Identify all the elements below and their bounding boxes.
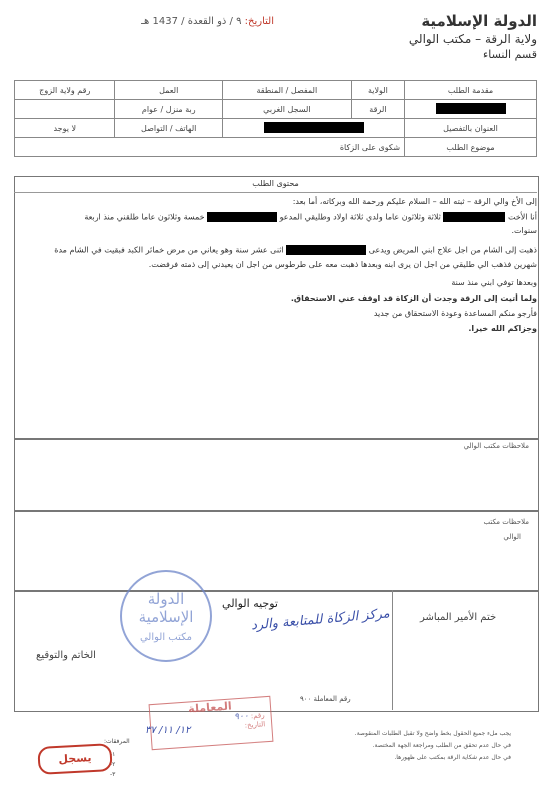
attachment-1: -١ [110, 751, 116, 758]
line1-start: أنا الأخت [507, 212, 537, 222]
seal-text: الدولة الإسلامية [138, 590, 194, 626]
office-remarks-label: ملاحظات مكتب [483, 518, 529, 526]
line2-end: اثنى عشر سنة وهو يعاني من مرض خمائر الكبد فبقيت في الشام مدة [54, 245, 284, 255]
body-line-1 [84, 212, 537, 222]
footnote-2: في حال عدم تحقق من الطلب ومراجعة الجهة المختصة. [372, 742, 511, 749]
body-line-5: فأرجو منكم المساعدة وعودة الاستحقاق من جديد [373, 309, 537, 318]
line1-mid: ثلاثة وثلاثون عاما ولدي ثلاثة اولاد وطليقي المدعو [279, 212, 441, 222]
seal-subtext: مكتب الوالي [139, 632, 193, 643]
handwritten-date: ١٢/ ١١/ ٣٧ [145, 725, 191, 736]
content-title: محتوى الطلب [252, 179, 299, 188]
transaction-number: ٩٠٠ [300, 695, 312, 703]
attachment-3: -٣ [110, 771, 116, 778]
address-redacted [222, 119, 404, 138]
directive-divider [392, 590, 393, 710]
body-line-6: وجزاكم الله خيرا. [468, 324, 537, 333]
body-line-3: وبعدها توفي ابني منذ سنة [451, 278, 537, 287]
subject-label: موضوع الطلب [405, 138, 537, 157]
stamp-date-label: التاريخ: [244, 720, 266, 730]
name-redaction-3 [286, 245, 366, 255]
col-husband-id: رقم ولاية الزوج [15, 81, 115, 100]
document-header [337, 12, 537, 61]
province-office: ولاية الرقة – مكتب الوالي [408, 32, 537, 46]
date-suffix: هـ [141, 16, 150, 27]
wali-remarks-label: ملاحظات مكتب الوالي [463, 442, 529, 450]
name-redaction-2 [207, 212, 277, 222]
husband-id-value [15, 100, 115, 119]
transaction-number-row [300, 695, 351, 703]
line1-end: خمسة وثلاثون عاما طلقني منذ اربعة [84, 212, 205, 222]
office-remarks-sub: الوالي [503, 533, 521, 541]
col-district: المفصل / المنطقة [222, 81, 351, 100]
phone-value: لا يوجد [15, 119, 115, 138]
department-name: قسم النساء [483, 48, 537, 61]
footnote-3: في حال عدم شكاية الرقة بمكتب على ظهورها. [394, 754, 511, 761]
transaction-number-label: رقم المعاملة [313, 695, 351, 703]
body-line-2 [54, 245, 537, 255]
transaction-stamp [149, 696, 274, 750]
subject-value: شكوى على الزكاة [15, 138, 405, 157]
body-line-4: ولما أتيت إلى الرقة وجدت أن الزكاة قد اوقف عني الاستحقاق. [290, 294, 537, 303]
line2-start: ذهبت إلى الشام من اجل علاج ابني المريض ويدعى [368, 245, 537, 255]
footnote-1: يجب ملء جميع الحقول بخط واضح ولا تقبل الطلبات المنقوصة. [354, 730, 511, 737]
name-redaction-1 [443, 212, 505, 222]
directive-handwriting: مركز الزكاة للمتابعة والرد [250, 606, 391, 634]
district-value: السجل الغربي [222, 100, 351, 119]
date-month: ذو القعدة [187, 16, 227, 27]
date-day: ٩ [236, 16, 242, 27]
office-remarks-box [14, 510, 539, 592]
stamp-number: ٩٠٠ [233, 711, 249, 723]
greeting-line: إلى الأخ والي الرقة – ثبته الله – السلام عليكم ورحمة الله وبركاته، أما بعد: [292, 197, 537, 206]
address-label: العنوان بالتفصيل [405, 119, 537, 138]
body-line-2b: شهرين فذهب الي طليقي من اجل ان يرى ابنه وبعدها ذهبت معه على طرطوس من اجل ان يعيدني إلى ذمته فرفضت. [148, 260, 537, 269]
occupation-value: ربة منزل / عوام [115, 100, 223, 119]
date-year: 1437 [152, 16, 178, 27]
date-bar: التاريخ: ٩ / ذو القعدة / 1437 هـ [141, 16, 274, 27]
attachment-2: -٢ [110, 761, 116, 768]
directive-title: توجيه الوالي [222, 597, 278, 610]
phone-label: الهاتف / التواصل [115, 119, 223, 138]
stamp-number-label: رقم: [250, 711, 265, 721]
attachments-label: المرفقات: [104, 738, 130, 745]
date-label: التاريخ: [244, 16, 274, 27]
wilaya-value: الرقة [351, 100, 404, 119]
request-form-table [14, 80, 537, 157]
col-occupation: العمل [115, 81, 223, 100]
content-title-divider [14, 192, 537, 193]
office-seal-stamp [120, 570, 212, 662]
direct-emir-seal-label: ختم الأمير المباشر [420, 612, 497, 623]
register-stamp: يسجل [37, 743, 112, 775]
seal-signature-label: الخاتم والتوقيع [36, 650, 96, 661]
wali-remarks-box [14, 438, 539, 512]
col-wilaya: الولاية [351, 81, 404, 100]
state-name: الدولة الإسلامية [421, 12, 537, 30]
applicant-name-redacted [405, 100, 537, 119]
transaction-stamp-title: المعاملة [187, 699, 233, 716]
body-line-1b: سنوات. [511, 226, 537, 235]
col-applicant: مقدمة الطلب [405, 81, 537, 100]
